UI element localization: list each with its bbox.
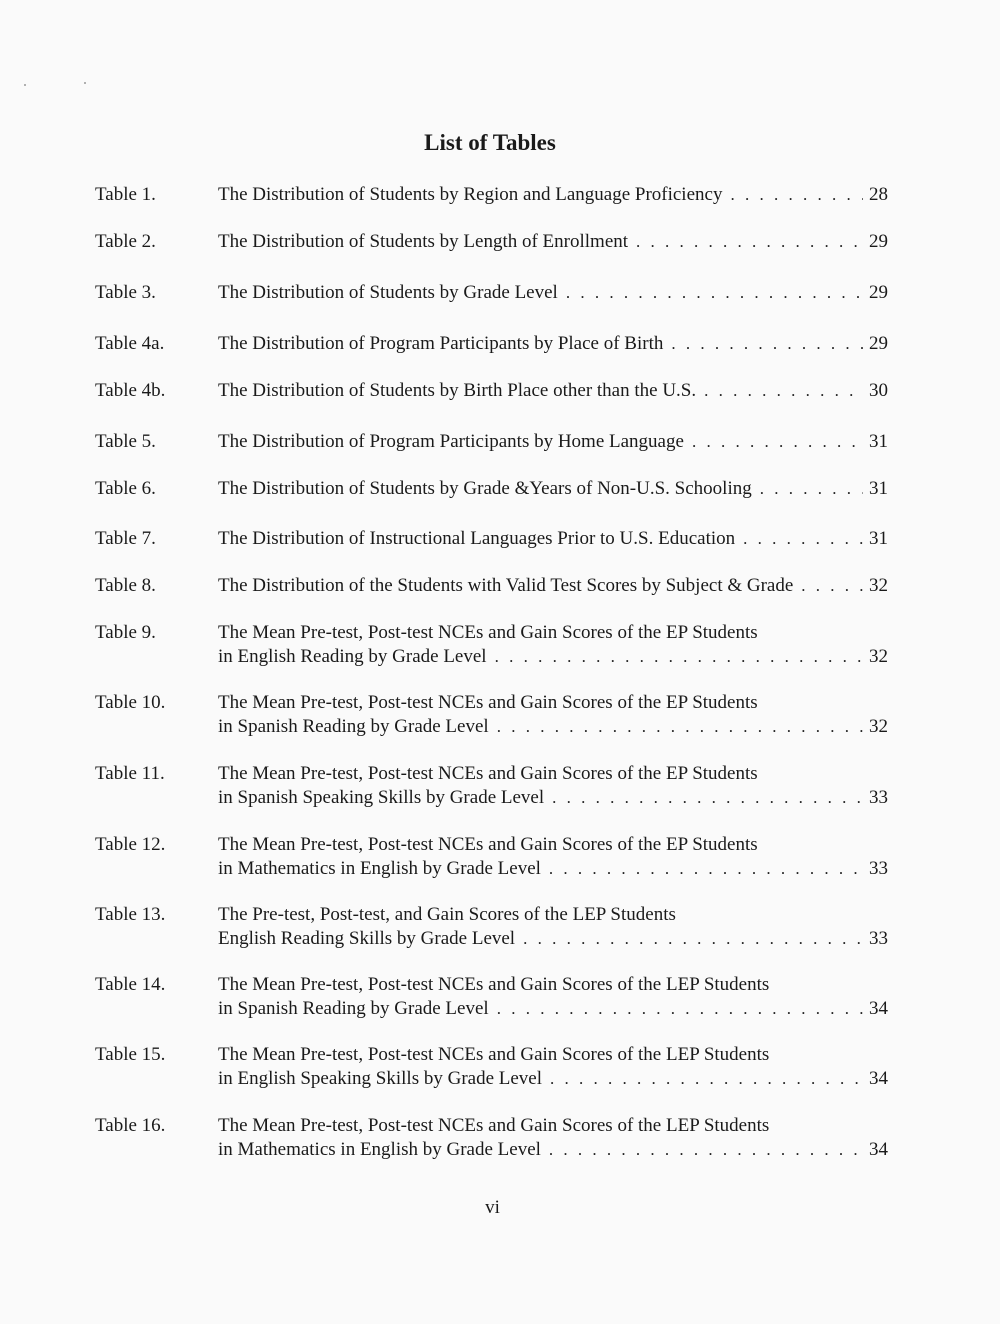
table-number: Table 3. [95, 282, 156, 303]
page-reference: 33 [869, 928, 888, 949]
page-reference: 32 [869, 646, 888, 667]
table-caption [218, 762, 888, 810]
caption-line [218, 715, 888, 739]
page-reference: 31 [869, 528, 888, 549]
page-title: List of Tables [424, 130, 556, 155]
caption-text: in Spanish Reading by Grade Level [218, 998, 489, 1019]
page-reference: 31 [869, 431, 888, 452]
caption-text: The Distribution of Program Participants by Home Language [218, 431, 684, 452]
page-reference: 28 [869, 184, 888, 205]
caption-text: The Mean Pre-test, Post-test NCEs and Gain Scores of the LEP Students [218, 974, 770, 995]
caption-line [218, 997, 888, 1021]
table-caption [218, 1043, 888, 1091]
dot-leader [549, 1138, 863, 1162]
caption-line [218, 927, 888, 951]
caption-line [218, 857, 888, 881]
dot-leader [692, 430, 863, 454]
caption-text: in Spanish Reading by Grade Level [218, 716, 489, 737]
page-reference: 29 [869, 333, 888, 354]
page-reference: 32 [869, 716, 888, 737]
caption-text: The Distribution of Instructional Languages Prior to U.S. Education [218, 528, 736, 549]
caption-text: The Distribution of Students by Region and Language Proficiency [218, 184, 723, 205]
table-number: Table 14. [95, 974, 166, 995]
dot-leader [743, 527, 863, 551]
table-caption [218, 833, 888, 881]
caption-text: in Mathematics in English by Grade Level [218, 858, 541, 879]
caption-line [218, 1043, 888, 1067]
page-reference: 34 [869, 998, 888, 1019]
dot-leader [549, 857, 863, 881]
page-reference: 33 [869, 858, 888, 879]
table-number: Table 5. [95, 431, 156, 452]
table-caption [218, 379, 888, 403]
caption-text: English Reading Skills by Grade Level [218, 928, 516, 949]
table-caption [218, 281, 888, 305]
caption-text: The Distribution of Students by Grade &Years of Non-U.S. Schooling [218, 478, 752, 499]
caption-line [218, 621, 888, 645]
table-number: Table 4b. [95, 380, 166, 401]
table-caption [218, 691, 888, 739]
caption-line [218, 527, 888, 551]
table-caption [218, 527, 888, 551]
dot-leader [671, 332, 863, 356]
caption-text: in Mathematics in English by Grade Level [218, 1139, 541, 1160]
table-caption [218, 430, 888, 454]
table-number: Table 12. [95, 834, 166, 855]
caption-line [218, 281, 888, 305]
table-number: Table 1. [95, 184, 156, 205]
page-number: vi [485, 1197, 500, 1218]
scan-speck [84, 82, 86, 84]
table-number: Table 13. [95, 904, 166, 925]
page-reference: 31 [869, 478, 888, 499]
caption-line [218, 691, 888, 715]
dot-leader [495, 645, 863, 669]
table-number: Table 4a. [95, 333, 165, 354]
scan-speck [24, 84, 26, 86]
table-number: Table 7. [95, 528, 156, 549]
table-caption [218, 574, 888, 598]
caption-line [218, 183, 888, 207]
caption-line [218, 332, 888, 356]
caption-line [218, 430, 888, 454]
caption-line [218, 379, 888, 403]
caption-text: The Mean Pre-test, Post-test NCEs and Gain Scores of the LEP Students [218, 1115, 770, 1136]
caption-text: The Distribution of the Students with Valid Test Scores by Subject & Grade [218, 575, 794, 596]
table-number: Table 6. [95, 478, 156, 499]
table-number: Table 16. [95, 1115, 166, 1136]
table-caption [218, 1114, 888, 1162]
caption-text: in Spanish Speaking Skills by Grade Level [218, 787, 545, 808]
caption-line [218, 903, 888, 927]
caption-text: The Mean Pre-test, Post-test NCEs and Gain Scores of the EP Students [218, 834, 758, 855]
table-caption [218, 621, 888, 669]
page-reference: 34 [869, 1068, 888, 1089]
caption-line [218, 574, 888, 598]
dot-leader [523, 927, 863, 951]
table-caption [218, 477, 888, 501]
caption-line [218, 833, 888, 857]
dot-leader [760, 477, 863, 501]
caption-text: The Mean Pre-test, Post-test NCEs and Gain Scores of the EP Students [218, 692, 758, 713]
page-reference: 32 [869, 575, 888, 596]
caption-text: The Pre-test, Post-test, and Gain Scores of the LEP Students [218, 904, 676, 925]
table-number: Table 8. [95, 575, 156, 596]
table-caption [218, 230, 888, 254]
caption-line [218, 762, 888, 786]
caption-line [218, 1114, 888, 1138]
table-number: Table 2. [95, 231, 156, 252]
dot-leader [566, 281, 863, 305]
caption-line [218, 230, 888, 254]
caption-line [218, 1138, 888, 1162]
table-number: Table 10. [95, 692, 166, 713]
dot-leader [801, 574, 863, 598]
page-reference: 30 [869, 380, 888, 401]
caption-text: The Mean Pre-test, Post-test NCEs and Gain Scores of the EP Students [218, 622, 758, 643]
caption-text: in English Reading by Grade Level [218, 646, 487, 667]
caption-line [218, 1067, 888, 1091]
table-number: Table 11. [95, 763, 165, 784]
page-reference: 29 [869, 231, 888, 252]
table-caption [218, 903, 888, 951]
page-reference: 34 [869, 1139, 888, 1160]
caption-line [218, 477, 888, 501]
table-caption [218, 183, 888, 207]
caption-text: The Distribution of Students by Length of Enrollment [218, 231, 629, 252]
caption-text: The Distribution of Students by Birth Place other than the U.S. [218, 380, 697, 401]
dot-leader [704, 379, 863, 403]
dot-leader [497, 715, 863, 739]
table-number: Table 9. [95, 622, 156, 643]
table-caption [218, 973, 888, 1021]
caption-line [218, 973, 888, 997]
page-reference: 29 [869, 282, 888, 303]
dot-leader [552, 786, 863, 810]
caption-text: The Distribution of Students by Grade Level [218, 282, 558, 303]
dot-leader [550, 1067, 863, 1091]
caption-text: The Mean Pre-test, Post-test NCEs and Gain Scores of the LEP Students [218, 1044, 770, 1065]
caption-line [218, 645, 888, 669]
caption-text: in English Speaking Skills by Grade Level [218, 1068, 543, 1089]
table-caption [218, 332, 888, 356]
caption-text: The Distribution of Program Participants by Place of Birth [218, 333, 664, 354]
dot-leader [497, 997, 863, 1021]
caption-text: The Mean Pre-test, Post-test NCEs and Gain Scores of the EP Students [218, 763, 758, 784]
dot-leader [730, 183, 863, 207]
caption-line [218, 786, 888, 810]
page-reference: 33 [869, 787, 888, 808]
table-number: Table 15. [95, 1044, 166, 1065]
dot-leader [636, 230, 863, 254]
